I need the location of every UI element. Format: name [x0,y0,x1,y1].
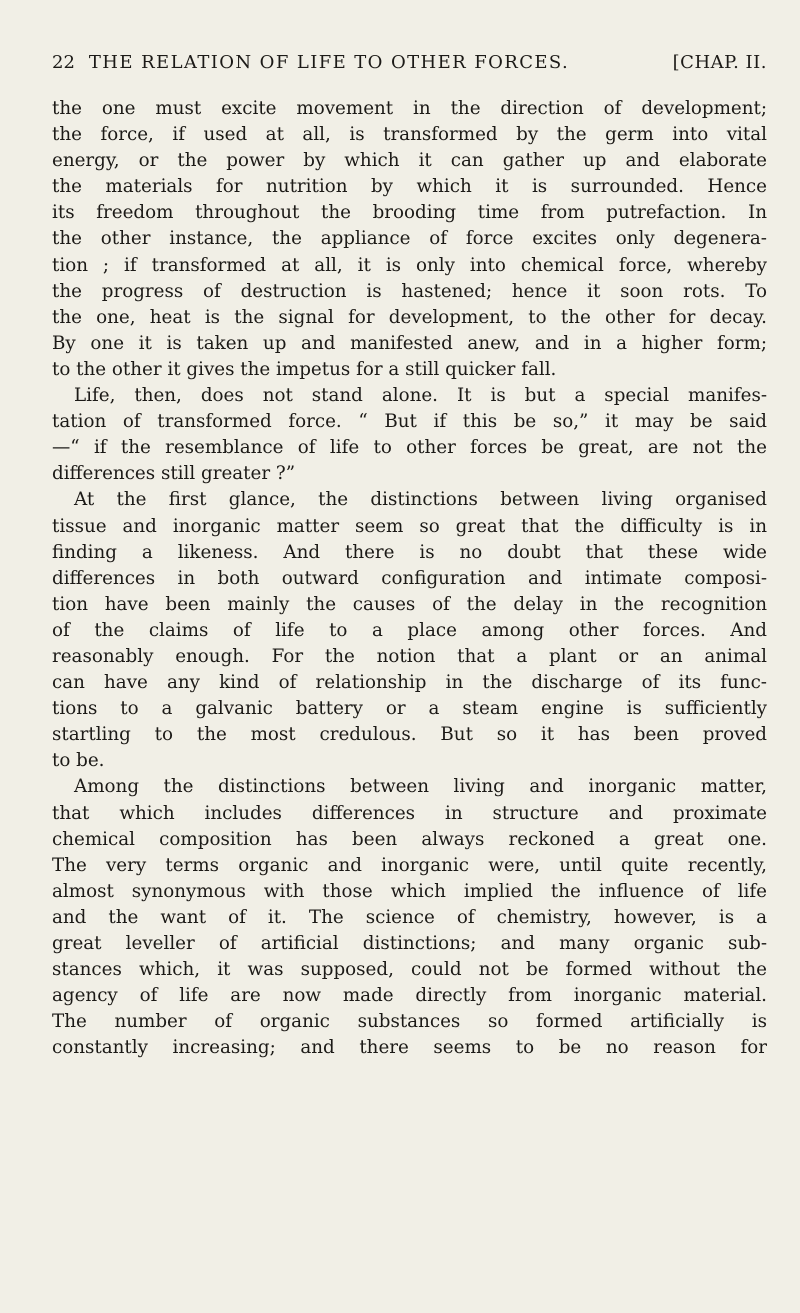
text-line: startling to the most credulous. But so it has been proved [52,724,767,746]
text-line: tion ; if transformed at all, it is only into chemical force, whereby [52,254,767,276]
chapter-label: [CHAP. II. [672,52,767,73]
page-number: 22 [52,52,75,73]
text-line: the other instance, the appliance of force excites only degenera- [52,228,767,250]
text-line: finding a likeness. And there is no doubt that these wide [52,541,767,563]
text-line: of the claims of life to a place among other forces. And [52,619,767,641]
text-line: reasonably enough. For the notion that a plant or an animal [52,645,767,667]
text-line: the one, heat is the signal for development, to the other for decay. [52,306,767,328]
text-line: The very terms organic and inorganic were, until quite recently, [52,854,767,876]
text-line: tation of transformed force. “ But if this be so,” it may be said [52,411,767,433]
text-line: and the want of it. The science of chemistry, however, is a [52,906,767,928]
text-line: chemical composition has been always reckoned a great one. [52,828,767,850]
text-line: the force, if used at all, is transformed by the germ into vital [52,124,767,146]
text-line: differences in both outward configuration and intimate composi- [52,567,767,589]
text-line: great leveller of artificial distinctions; and many organic sub- [52,933,767,954]
text-line: tion have been mainly the causes of the delay in the recognition [52,593,767,615]
body-text [52,96,767,1061]
text-line: By one it is taken up and manifested anew, and in a higher form; [52,332,767,354]
text-line: that which includes differences in structure and proximate [52,802,767,824]
text-line: differences still greater ?” [52,463,296,485]
book-page [52,52,767,1061]
text-line: tissue and inorganic matter seem so great that the difficulty is in [52,515,767,537]
text-line: Life, then, does not stand alone. It is but a special manifes- [74,385,767,407]
text-line: Among the distinctions between living and inorganic matter, [74,776,767,798]
text-line: constantly increasing; and there seems to be no reason for [52,1037,767,1059]
text-line: At the first glance, the distinctions between living organised [74,489,767,511]
text-line: —“ if the resemblance of life to other forces be great, are not the [52,437,767,459]
text-line: stances which, it was supposed, could not be formed without the [52,959,767,981]
text-line: to the other it gives the impetus for a still quicker fall. [52,358,557,380]
text-line: can have any kind of relationship in the discharge of its func- [52,672,767,694]
text-line: agency of life are now made directly from inorganic material. [52,985,767,1007]
text-line: the progress of destruction is hastened; hence it soon rots. To [52,280,767,302]
text-line: its freedom throughout the brooding time from putrefaction. In [52,202,767,224]
text-line: the materials for nutrition by which it is surrounded. Hence [52,176,767,198]
running-title: THE RELATION OF LIFE TO OTHER FORCES. [88,52,570,73]
text-line: the one must excite movement in the direction of development; [52,98,767,119]
text-line: tions to a galvanic battery or a steam engine is sufficiently [52,698,767,720]
text-line: to be. [52,750,105,772]
running-head [52,52,767,80]
text-line: The number of organic substances so formed artificially is [52,1011,767,1033]
text-line: almost synonymous with those which implied the influence of life [52,880,767,902]
text-line: energy, or the power by which it can gather up and elaborate [52,150,767,172]
